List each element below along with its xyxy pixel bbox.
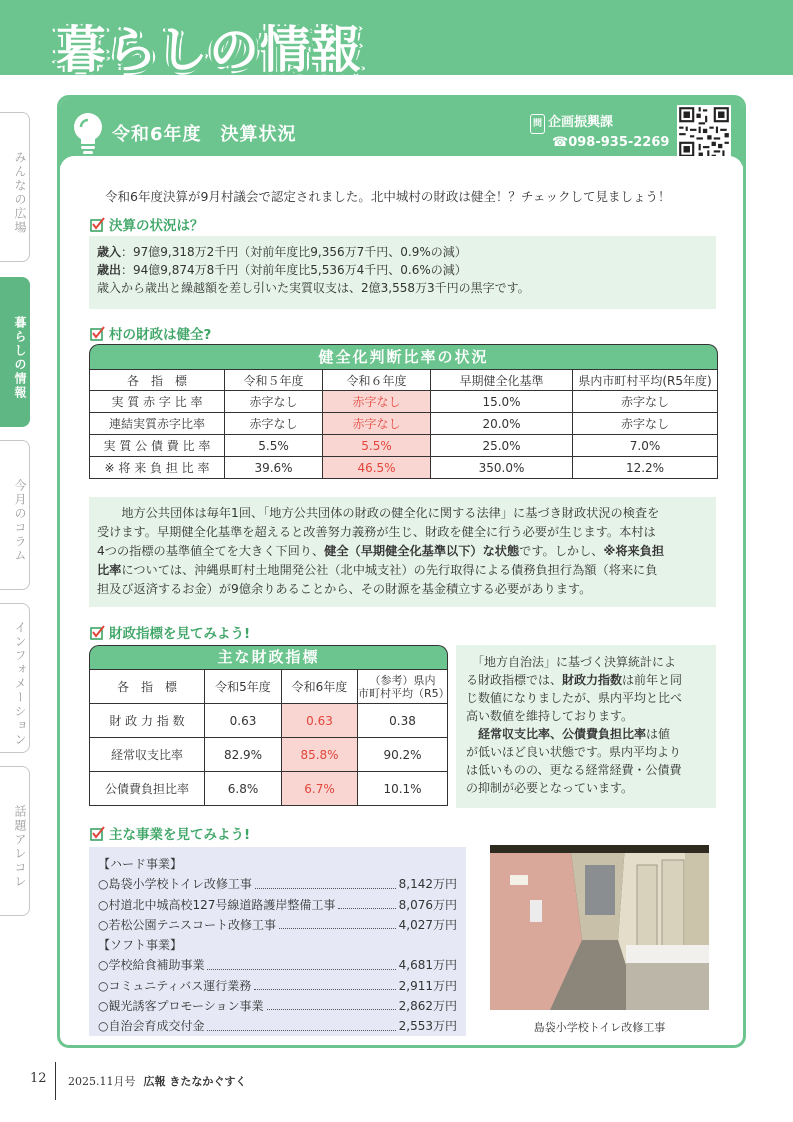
indicator-explanation: 「地方自治法」に基づく決算統計によ る財政指標では、財政力指数は前年と同 じ数値になりましたが、県内平均と比べ 高い数値を維持しております。 経常収支比率、公債費負担比率は値 が低いほど良い状態です。県内平均より は低いものの、更なる経常経費・公債費 の抑制が必要となっています。 bbox=[456, 645, 716, 808]
health-ratio-table: 健全化判断比率の状況 各 指 標 令和５年度 令和６年度 早期健全化基準 県内市町村平均(R5年度) 実 質 赤 字 比 率 赤字なし 赤字なし 15.0% 赤字なし 連結実質赤字比率 赤字なし 赤字なし 20.0% 赤字なし 実 質 公 債 費 比 率 5.5% 5.5% 25.0% 7.0% ※ 将 来 負 担 比 率 39.6% 46.5% 350.0% 12.2% bbox=[89, 344, 718, 479]
table-row: ※ 将 来 負 担 比 率 39.6% 46.5% 350.0% 12.2% bbox=[90, 457, 718, 479]
project-list bbox=[89, 847, 466, 1036]
table-row: 実 質 赤 字 比 率 赤字なし 赤字なし 15.0% 赤字なし bbox=[90, 391, 718, 413]
intro-text: 令和6年度決算が9月村議会で認定されました。北中城村の財政は健全！？チェックして見ましょう！ bbox=[105, 189, 671, 204]
table-row: 経常収支比率 82.9% 85.8% 90.2% bbox=[90, 738, 448, 772]
list-item: ○コミュニティバス運行業務 2,911万円 bbox=[98, 976, 457, 996]
list-item: ○若松公園テニスコート改修工事 4,027万円 bbox=[98, 915, 457, 935]
side-tab-information[interactable]: インフォメーション bbox=[0, 603, 30, 753]
phone-icon: ☎ bbox=[552, 135, 569, 150]
table-row: 連結実質赤字比率 赤字なし 赤字なし 20.0% 赤字なし bbox=[90, 413, 718, 435]
table-caption: 健全化判断比率の状況 bbox=[89, 344, 718, 369]
side-tab-wadai[interactable]: 話題アレコレ bbox=[0, 766, 30, 916]
list-heading: 【ハード事業】 bbox=[98, 857, 183, 871]
list-item: ○観光誘客プロモーション事業 2,862万円 bbox=[98, 996, 457, 1016]
list-item: ○村道北中城高校127号線道路護岸整備工事 8,076万円 bbox=[98, 895, 457, 915]
school-toilet-photo bbox=[490, 845, 709, 1010]
section-heading-settlement: 決算の状況は？ bbox=[90, 214, 204, 234]
side-tab-column[interactable]: 今月のコラム bbox=[0, 440, 30, 590]
list-item: ○島袋小学校トイレ改修工事 8,142万円 bbox=[98, 874, 457, 894]
section-heading-indicators: 財政指標を見てみよう! bbox=[90, 622, 250, 642]
section-heading-health: 村の財政は健全? bbox=[90, 323, 211, 343]
page-number: 12 bbox=[30, 1071, 47, 1086]
phone-number[interactable]: 098-935-2269 bbox=[568, 135, 670, 150]
qr-code[interactable] bbox=[677, 105, 731, 159]
table-row: 実 質 公 債 費 比 率 5.5% 5.5% 25.0% 7.0% bbox=[90, 435, 718, 457]
table-row: 財 政 力 指 数 0.63 0.63 0.38 bbox=[90, 704, 448, 738]
header-curve bbox=[60, 156, 743, 176]
photo-caption: 島袋小学校トイレ改修工事 bbox=[533, 1021, 666, 1034]
department-name: 企画振興課 bbox=[548, 115, 614, 130]
table-row: 公債費負担比率 6.8% 6.7% 10.1% bbox=[90, 772, 448, 806]
card-title: 令和6年度 決算状況 bbox=[112, 124, 297, 145]
list-heading: 【ソフト事業】 bbox=[98, 938, 183, 953]
issue-info: 2025.11月号 広報 きたなかぐすく bbox=[68, 1075, 247, 1088]
lightbulb-icon bbox=[70, 110, 106, 156]
list-item: ○学校給食補助事業 4,681万円 bbox=[98, 955, 457, 975]
side-tab-minna[interactable]: みんなの広場 bbox=[0, 112, 30, 262]
checkbox-icon bbox=[90, 826, 105, 841]
indicator-table: 主な財政指標 各 指 標 令和5年度 令和6年度 （参考）県内 市町村平均（R5） 財 政 力 指 数 0.63 0.63 0.38 経常収支比率 82.9% 85.8% 90.2% 公債費負担比率 6.8% 6.7% 10.1% bbox=[89, 645, 448, 806]
checkbox-icon bbox=[90, 217, 105, 232]
checkbox-icon bbox=[90, 625, 105, 640]
footer-divider bbox=[55, 1062, 56, 1100]
side-tab-kurashi[interactable]: 暮らしの情報 bbox=[0, 277, 30, 427]
page-title: 暮らしの情報 bbox=[56, 21, 362, 79]
department-icon: 問 bbox=[530, 114, 545, 134]
contact-info bbox=[530, 114, 669, 152]
checkbox-icon bbox=[90, 326, 105, 341]
settlement-card bbox=[57, 95, 746, 1048]
section-heading-projects: 主な事業を見てみよう! bbox=[90, 823, 250, 843]
settlement-box: 歳入：97億9,318万2千円（対前年度比9,356万7千円、0.9%の減） 歳出：94億9,874万8千円（対前年度比5,536万4千円、0.6%の減） 歳入から歳出と繰越額を差し引いた実質収支は、2億3,558万3千円の黒字です。 bbox=[89, 236, 716, 309]
table-caption: 主な財政指標 bbox=[89, 645, 448, 669]
list-item: ○自治会育成交付金 2,553万円 bbox=[98, 1016, 457, 1036]
health-explanation: 地方公共団体は毎年1回、「地方公共団体の財政の健全化に関する法律」に基づき財政状況の検査を 受けます。早期健全化基準を超えると改善努力義務が生じ、財政を健全に行う必要が生じます。本村は 4つの指標の基準値全てを大きく下回り、健全（早期健全化基準以下）な状態です。しかし、※将来負担 比率については、沖縄県町村土地開発公社（北中城支社）の先行取得による債務負担行為額（将来に負 担及び返済するお金）が9億余りあることから、その財源を基金積立する必要があります。 bbox=[89, 497, 716, 607]
